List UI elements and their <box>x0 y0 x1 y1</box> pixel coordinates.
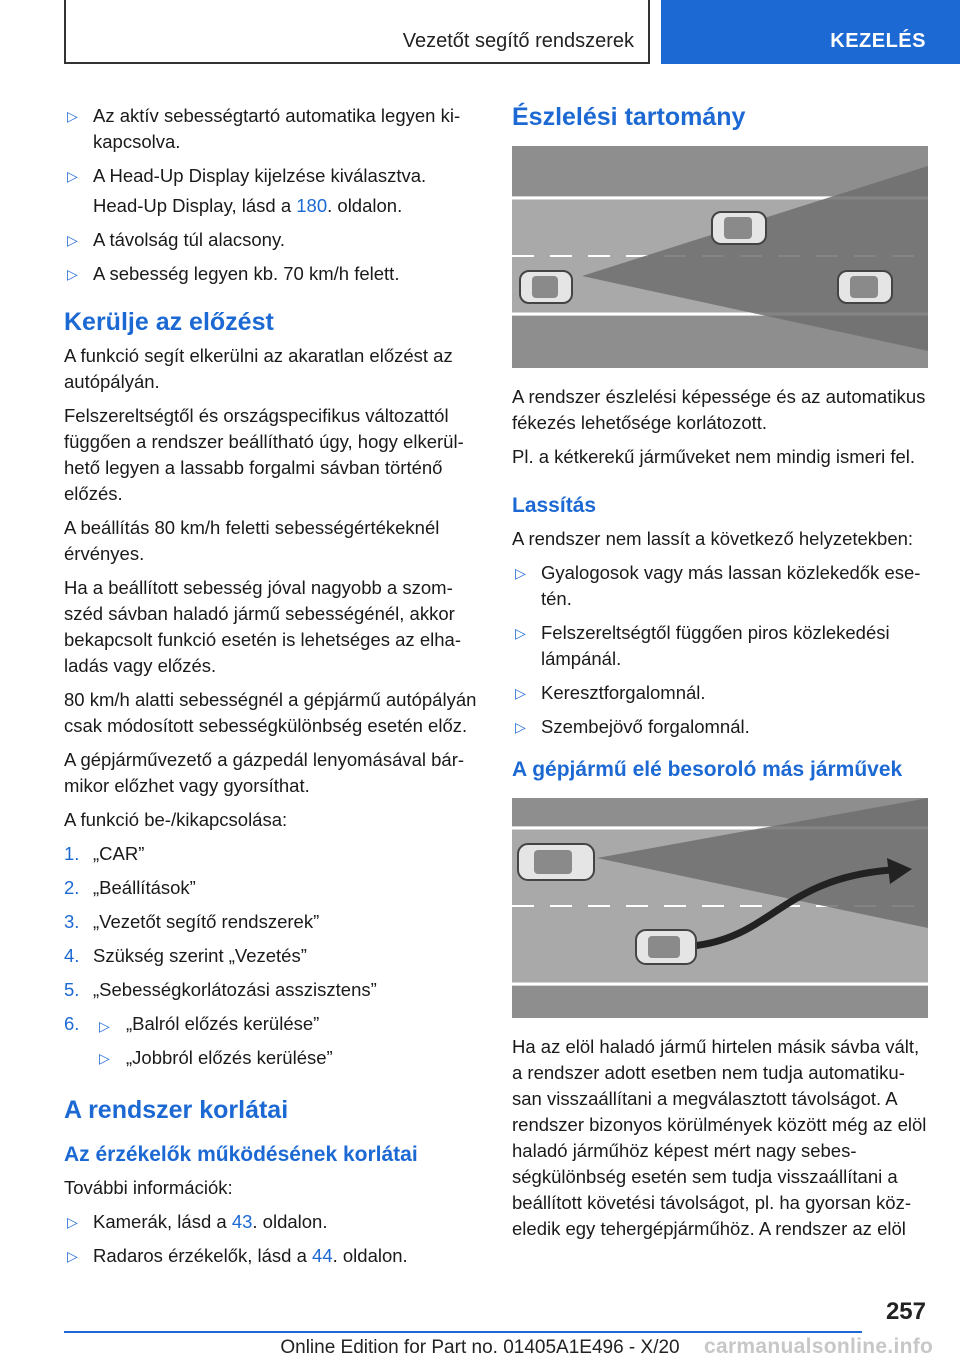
watermark: carmanualsonline.info <box>704 1335 934 1358</box>
detection-range-figure <box>512 146 928 368</box>
list-item: ▷ A Head-Up Display kijelzése kiválasztva. <box>64 163 480 189</box>
triangle-bullet-icon: ▷ <box>67 108 78 124</box>
paragraph: Felszereltségtől és országspecifikus változattól függően a rendszer beállítható úgy, hogy elkerülhető legyen a lassabb forgalmi sávban történő előzés. <box>64 405 464 504</box>
footer-edition: Online Edition for Part no. 01405A1E496 - X/20 <box>280 1337 680 1358</box>
car-icon <box>838 271 892 303</box>
paragraph: A funkció be-/kikapcsolása: <box>64 809 288 830</box>
list-item: ▷ Szembejövő forgalomnál. <box>512 714 928 740</box>
triangle-bullet-icon: ▷ <box>515 719 526 735</box>
paragraph: A gépjárművezető a gázpedál lenyomásával bármikor előzhet vagy gyorsíthat. <box>64 749 465 796</box>
section-title: Észlelési tartomány <box>512 103 746 131</box>
cut-in-illustration <box>512 798 928 1018</box>
triangle-bullet-icon: ▷ <box>67 266 78 282</box>
page-link[interactable]: 180 <box>296 195 328 216</box>
step-item: 2. „Beállítások” <box>64 877 196 898</box>
triangle-bullet-icon: ▷ <box>515 685 526 701</box>
step-item: 1. „CAR” <box>64 843 145 864</box>
list-item: ▷ Kamerák, lásd a 43. oldalon. <box>64 1209 480 1235</box>
paragraph: Ha a beállított sebesség jóval nagyobb a szomszéd sávban haladó jármű sebességénél, akkor bekapcsolt funkció esetén is lehetséges az elhaladás vagy előzés. <box>64 577 461 676</box>
car-icon <box>520 271 572 303</box>
list-item: ▷ A távolság túl alacsony. <box>64 227 480 253</box>
list-item: ▷ Felszereltségtől függően piros közlekedési lámpánál. <box>515 622 890 669</box>
subsection-title: Lassítás <box>512 494 597 517</box>
section-title: A rendszer korlátai <box>64 1096 289 1124</box>
list-item: ▷ Gyalogosok vagy más lassan közlekedők esetén. <box>515 562 921 609</box>
triangle-bullet-icon: ▷ <box>67 1214 78 1230</box>
triangle-bullet-icon: ▷ <box>515 625 526 641</box>
right-column <box>512 96 928 1250</box>
subsection-title: Az érzékelők működésének korlátai <box>64 1143 418 1166</box>
list-item: ▷ Radaros érzékelők, lásd a 44. oldalon. <box>64 1243 480 1269</box>
list-item: ▷ Keresztforgalomnál. <box>512 680 928 706</box>
step-sub-item: ▷ „Jobbról előzés kerülése” <box>64 1045 480 1071</box>
car-icon <box>636 930 696 964</box>
step-item: 5. „Sebességkorlátozási asszisztens” <box>64 979 377 1000</box>
paragraph: Ha az elöl haladó jármű hirtelen másik sávba vált, a rendszer adott esetben nem tudja automatikusan visszaállítani a megválasztott távolságot. A rendszer bizonyos körülmények között még az elöl haladó járműhöz képest mért nagy sebességkülönbség esetén sem tudja visszaállítani a beállított követési távolságot, pl. ha gyorsan közeledik egy tehergépjárműhöz. A rendszer az elöl <box>512 1036 927 1239</box>
triangle-bullet-icon: ▷ <box>99 1050 110 1066</box>
subsection-title: A gépjármű elé besoroló más járművek <box>512 758 903 781</box>
page-link[interactable]: 44 <box>312 1245 333 1266</box>
paragraph: További információk: <box>64 1177 233 1198</box>
list-item: ▷ A sebesség legyen kb. 70 km/h felett. <box>64 261 480 287</box>
detection-range-illustration <box>512 146 928 368</box>
triangle-bullet-icon: ▷ <box>67 232 78 248</box>
triangle-bullet-icon: ▷ <box>99 1018 110 1034</box>
triangle-bullet-icon: ▷ <box>515 565 526 581</box>
step-item: 3. „Vezetőt segítő rendszerek” <box>64 911 320 932</box>
step-item: 4. Szükség szerint „Vezetés” <box>64 945 307 966</box>
paragraph: A rendszer nem lassít a következő helyzetekben: <box>512 528 914 549</box>
step-item: 6. ▷ „Balról előzés kerülése” <box>64 1011 480 1037</box>
page-number: 257 <box>885 1298 926 1325</box>
cut-in-figure <box>512 798 928 1018</box>
triangle-bullet-icon: ▷ <box>67 168 78 184</box>
triangle-bullet-icon: ▷ <box>67 1248 78 1264</box>
paragraph: A funkció segít elkerülni az akaratlan előzést az autópályán. <box>64 345 453 392</box>
header-title: Vezetőt segítő rendszerek <box>402 30 634 52</box>
car-icon <box>712 212 766 244</box>
paragraph: 80 km/h alatti sebességnél a gépjármű autópályán csak módosított sebességkülönbség esetén előz. <box>64 689 477 736</box>
paragraph: Pl. a kétkerekű járműveket nem mindig ismeri fel. <box>512 446 916 467</box>
header-box <box>64 0 650 64</box>
paragraph: A beállítás 80 km/h feletti sebességértékeknél érvényes. <box>64 517 440 564</box>
hud-reference: Head-Up Display, lásd a 180. oldalon. <box>93 195 403 216</box>
car-icon <box>518 844 594 880</box>
header-section-tab <box>661 0 960 64</box>
header-tab-label: KEZELÉS <box>830 30 926 52</box>
left-column <box>64 103 480 1277</box>
footer-divider <box>64 1331 862 1333</box>
paragraph: A rendszer észlelési képessége és az automatikus fékezés lehetősége korlátozott. <box>512 386 926 433</box>
page-link[interactable]: 43 <box>231 1211 253 1232</box>
list-item: ▷ Az aktív sebességtartó automatika legyen kikapcsolva. <box>67 105 461 152</box>
section-title: Kerülje az előzést <box>64 308 274 336</box>
